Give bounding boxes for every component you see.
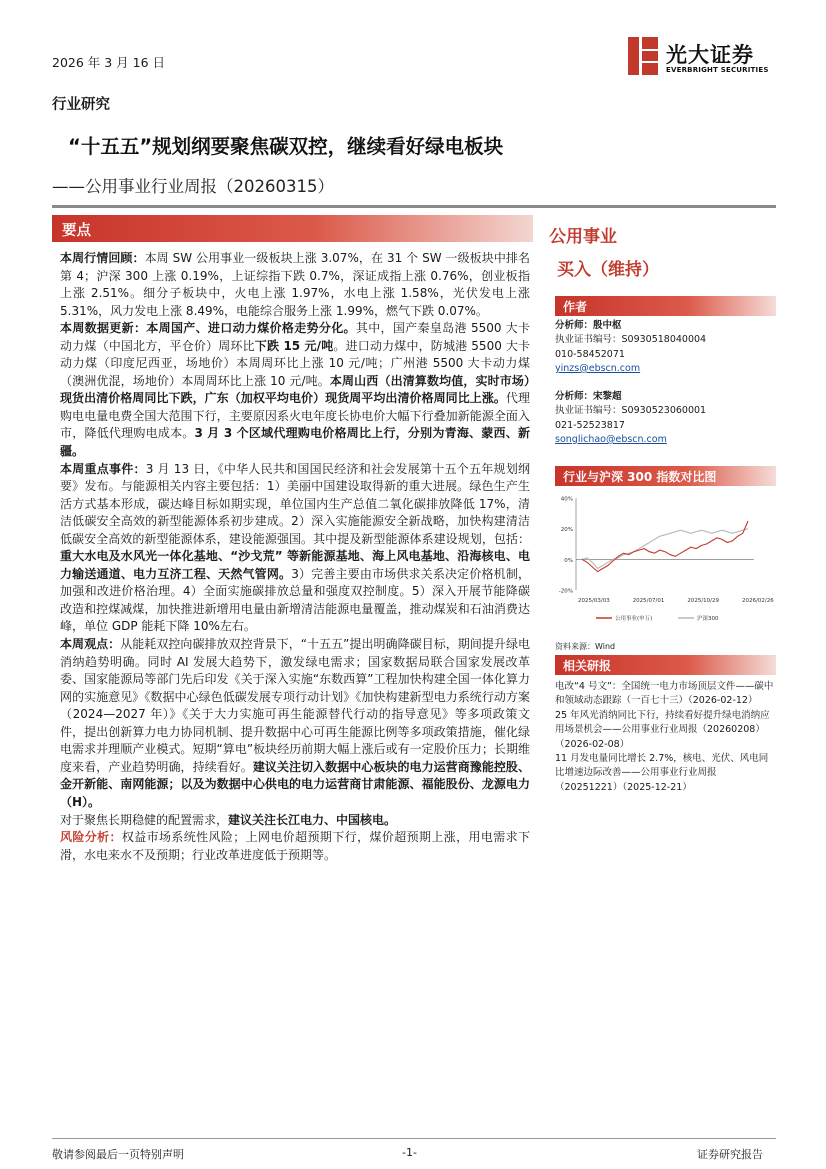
data-update-text-1: 其中，国产秦皇岛港 5500 大卡动力煤（中国北方，平仓价）周环比 [60,321,530,353]
long-term-text: 对于聚焦长期稳健的配置需求， [60,812,229,827]
analyst-email-link[interactable]: yinzs@ebscn.com [555,362,641,374]
analyst-name: 分析师：殷中枢 [555,320,622,331]
analyst-cert: 执业证书编号：S0930518040004 [555,334,707,346]
analyst-card-1 [555,319,706,376]
weekly-view-recommendation: 建议关注切入数据中心板块的电力运营商豫能控股、金开新能、南网能源；以及为数据中心供电的电力运营商甘肃能源、福能股份、龙源电力（H）。 [60,759,530,809]
weekly-view-lead: 本周观点： [60,637,121,652]
key-events-lead: 本周重点事件： [60,461,146,476]
related-reports-list [555,680,777,795]
x-tick-label: 2025/10/29 [687,598,720,604]
series-line [582,521,748,572]
x-tick-label: 2025/03/03 [578,598,610,604]
y-tick-label: 40% [560,496,573,503]
author-heading: 作者 [563,300,588,314]
footer-disclaimer: 敬请参阅最后一页特别声明 [52,1148,184,1161]
brand-name-en: EVERBRIGHT SECURITIES [666,66,769,74]
weekly-view-paragraph [60,636,530,811]
key-points-heading: 要点 [62,223,91,239]
x-tick-label: 2025/07/01 [632,598,665,604]
brand-name-cn: 光大证券 [666,43,754,67]
data-update-highlight-2: 下跌 15 元/吨 [254,338,334,353]
related-header [555,655,776,675]
key-points-header [52,215,533,242]
chart-header [555,466,776,486]
analyst-cert: 执业证书编号：S0930523060001 [555,405,707,417]
chart-source: 资料来源：Wind [555,642,616,651]
brand-mark-icon [628,37,658,75]
data-update-text-3: 代理购电电量电费全国大范围下行，主要原因系火电年度长协电价大幅下行叠加新能源全面入市，降低代理购电成本。 [60,391,530,441]
y-tick-label: -20% [558,588,573,595]
related-report-item[interactable]: 25 年风光消纳同比下行，持续看好提升绿电消纳应用场景机会——公用事业行业周报（20260208）（2026-02-08） [555,709,770,750]
analyst-phone: 021-52523817 [555,419,625,431]
chart-heading: 行业与沪深 300 指数对比图 [563,470,717,484]
market-review-text: 本周 SW 公用事业一级板块上涨 3.07%，在 31 个 SW 一级板块中排名第 4；沪深 300 上涨 0.19%，上证综指下跌 0.7%，深证成指上涨 0.76%，创业板指上涨 2.51%。细分子板块中，火电上涨 1.97%，水电上涨 1.58%，光伏发电上涨 5.31%，风力发电上涨 8.49%，电能综合服务上涨 1.99%，燃气下跌 0.07%。 [60,251,530,318]
market-review-paragraph [60,250,530,320]
index-comparison-chart [556,490,776,630]
data-update-lead: 本周数据更新： [60,321,147,336]
page-number: -1- [402,1146,417,1159]
analyst-card-2 [555,390,706,447]
legend-label: 沪深300 [697,616,719,622]
legend-label: 公用事业(申万) [615,616,653,622]
report-date: 2026 年 3 月 16 日 [52,55,166,70]
risk-lead: 风险分析： [60,830,122,845]
long-term-paragraph [60,812,530,830]
y-tick-label: 0% [564,557,573,564]
series-line [582,529,748,569]
author-header [555,296,776,316]
market-review-lead: 本周行情回顾： [60,251,145,265]
data-update-highlight-1: 本周国产、进口动力煤价格走势分化。 [146,321,356,336]
long-term-recommendation: 建议关注长江电力、中国核电。 [228,812,397,827]
data-update-highlight-3: 本周山西（出清算数均值，实时市场）现货出清价格周同比下跌，广东（加权平均电价）现货周平均出清价格周同比上涨。 [60,373,530,406]
key-events-paragraph [60,461,530,636]
key-events-highlight: 重大水电及水风光一体化基地、“沙戈荒” 等新能源基地、海上风电基地、沿海核电、电力输送通道、电力互济工程、天然气管网。 [60,549,530,581]
related-report-item[interactable]: 11 月发电量同比增长 2.7%，核电、光伏、风电同比增速边际改善——公用事业行业周报（20251221）（2025-12-21） [555,753,769,793]
key-points-body [60,250,530,864]
risk-text: 权益市场系统性风险；上网电价超预期下行，煤价超预期上涨，用电需求下滑，水电来水不及预期；行业改革进度低于预期等。 [60,830,530,862]
title-divider [52,205,776,208]
footer-divider [52,1138,776,1139]
rating-label: 买入（维持） [557,260,659,280]
y-tick-label: 20% [560,527,573,534]
related-heading: 相关研报 [563,659,612,673]
sector-name: 公用事业 [549,227,617,247]
data-update-text-2: 。进口动力煤中，防城港 5500 大卡动力煤（印度尼西亚，场地价）本周周环比上涨 10 元/吨；广州港 5500 大卡动力煤（澳洲优混，场地价）本周周环比上涨 10 元/吨。 [60,338,530,388]
weekly-view-text: 从能耗双控向碳排放双控背景下，“十五五”提出明确降碳目标，期间提升绿电消纳趋势明确。同时 AI 发展大趋势下，激发绿电需求；国家数据局联合国家发展改革委、国家能源局等部门先后印发《关于深入实施“东数西算”工程加快构建全国一体化算力网的实施意见》《数据中心绿色低碳发展专项行动计划》《加快构建新型电力系统行动方案（2024—2027 年）》《关于大力实施可再生能源替代行动的指导意见》等多项政策文件，提出创新算力电力协同机制、提升数据中心可再生能源比例等多项政策措施，催化绿电需求并理顺产业模式。短期“算电”板块经历前期大幅上涨后或有一定股价压力；长期维度来看，产业趋势明确，持续看好。 [60,637,530,774]
analyst-phone: 010-58452071 [555,348,625,360]
data-update-paragraph [60,320,530,460]
data-update-highlight-4: 3 月 3 个区域代理购电价格周比上行，分别为青海、蒙西、新疆。 [60,426,530,459]
key-events-text-1: 3 月 13 日，《中华人民共和国国民经济和社会发展第十五个五年规划纲要》发布。与能源相关内容主要包括：1）美丽中国建设取得新的重大进展。绿色生产生活方式基本形成，碳达峰目标如期实现，单位国内生产总值二氧化碳排放降低 17%，清洁低碳安全高效的新型能源体系初步建成。2）深入实施能源安全新战略，加快构建清洁低碳安全高效的新型能源体系，建设能源强国。其中提及新型能源体系建设规划，包括： [60,461,530,546]
footer-report-type: 证券研究报告 [697,1148,763,1161]
report-subtitle: ——公用事业行业周报（20260315） [52,177,334,196]
brand-logo [628,37,778,81]
analyst-name: 分析师：宋黎超 [555,391,622,402]
risk-paragraph [60,829,530,864]
related-report-item[interactable]: 电改“4 号文”：全国统一电力市场顶层文件——碳中和领域动态跟踪（一百七十三）（2026-02-12） [555,681,774,707]
report-title: “十五五”规划纲要聚焦碳双控，继续看好绿电板块 [68,135,504,158]
x-tick-label: 2026/02/26 [742,598,774,604]
analyst-email-link[interactable]: songlichao@ebscn.com [555,433,667,445]
report-category: 行业研究 [52,97,110,113]
key-events-text-2: 3）完善主要由市场供求关系决定价格机制，加强和改进价格治理。4）全面实施碳排放总量和强度双控制度。5）深入开展节能降碳改造和控煤减煤，加快推进新增用电量由新增清洁能源电量覆盖，推动煤炭和石油消费达峰，单位 GDP 能耗下降 10%左右。 [60,566,530,634]
